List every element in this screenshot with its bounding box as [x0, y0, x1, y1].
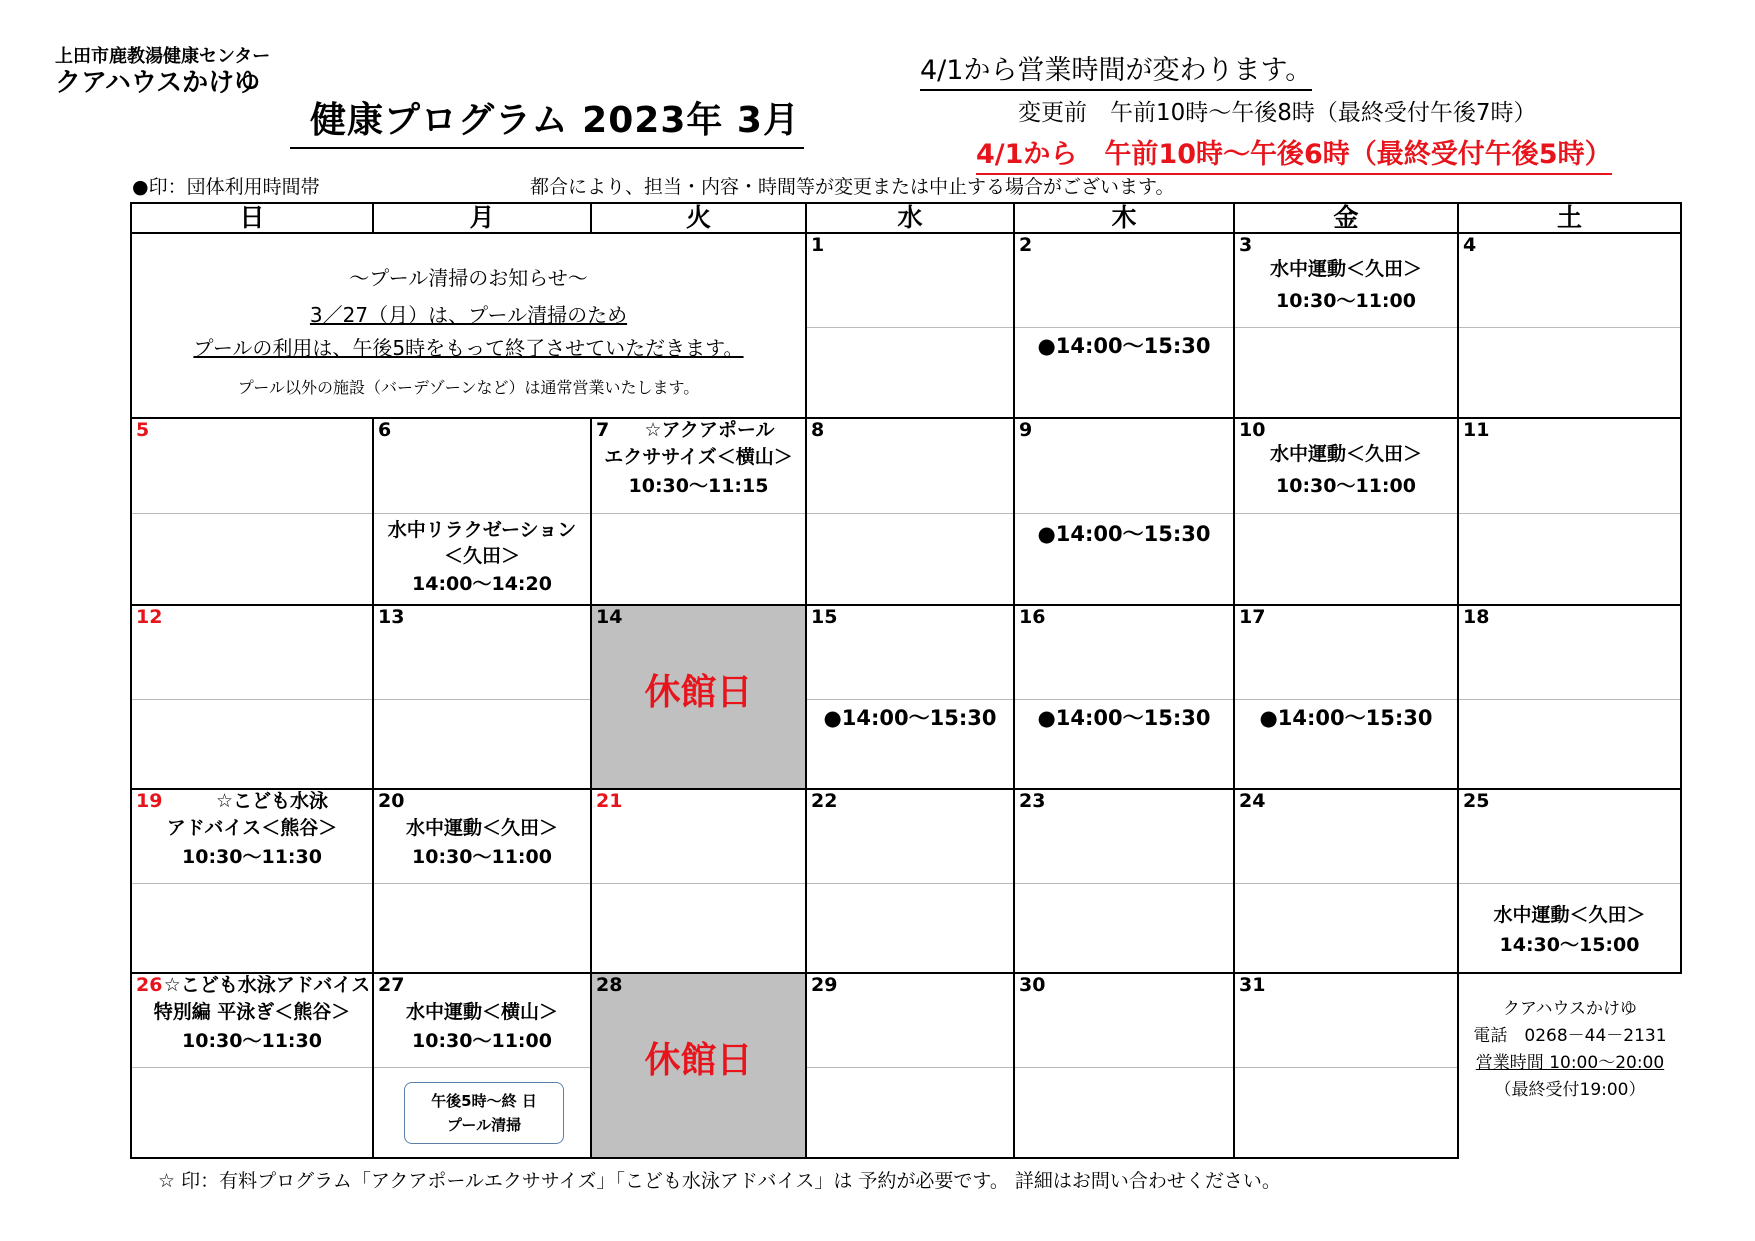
- day-number: 23: [1019, 790, 1046, 812]
- weekday-sat: 土: [1458, 203, 1681, 233]
- day-cell: [806, 233, 1014, 418]
- day-cell: [1458, 418, 1681, 605]
- event-instructor: アドバイス＜熊谷＞: [166, 817, 338, 839]
- pool-cleaning-time: 午後5時～終 日: [431, 1092, 537, 1110]
- event-instructor: ＜久田＞: [443, 545, 520, 567]
- event-time: 10:30～11:15: [628, 475, 769, 497]
- event-title: 水中運動＜久田＞: [1269, 443, 1422, 465]
- weekday-tue: 火: [591, 203, 806, 233]
- closed-day-cell: [591, 605, 806, 789]
- closed-label: 休館日: [644, 672, 753, 713]
- event-title: 水中運動＜横山＞: [405, 1001, 558, 1023]
- weekday-mon: 月: [373, 203, 591, 233]
- pool-notice-line1: 3／27（月）は、プール清掃のため: [309, 303, 628, 327]
- week-row: [131, 973, 1681, 1158]
- day-cell: [1458, 789, 1681, 973]
- org-name: クアハウスかけゆ: [55, 68, 261, 98]
- closed-day-cell: [591, 973, 806, 1158]
- info-name: クアハウスかけゆ: [1502, 999, 1638, 1019]
- day-cell: [591, 789, 806, 973]
- event-time: 10:30～11:30: [182, 1030, 322, 1052]
- day-cell: [131, 973, 373, 1158]
- day-number: 20: [378, 790, 405, 812]
- day-number: 9: [1019, 419, 1033, 441]
- day-number: 16: [1019, 606, 1046, 628]
- day-cell: [806, 789, 1014, 973]
- event-time: 10:30～11:00: [412, 1030, 552, 1052]
- day-number: 3: [1239, 234, 1253, 256]
- event-title: ☆こども水泳アドバイス: [163, 974, 371, 996]
- day-cell: [1234, 789, 1458, 973]
- day-cell: [1014, 973, 1234, 1158]
- day-number: 19: [136, 790, 163, 812]
- day-number: 14: [596, 606, 623, 628]
- footnote: ☆ 印：有料プログラム「アクアポールエクササイズ」「こども水泳アドバイス」は 予約が必要です。 詳細はお問い合わせください。: [158, 1170, 1281, 1192]
- event-title: 水中運動＜久田＞: [1269, 258, 1422, 280]
- day-number: 7: [596, 419, 610, 441]
- pool-cleaning-box: [404, 1082, 564, 1144]
- weekday-fri: 金: [1234, 203, 1458, 233]
- day-number: 12: [136, 606, 163, 628]
- week-row: [131, 605, 1681, 789]
- event-title: ☆アクアポール: [644, 419, 775, 441]
- group-time: ●14:00～15:30: [1259, 706, 1433, 730]
- week-row: [131, 789, 1681, 973]
- event-title: ☆こども水泳: [215, 790, 329, 812]
- day-number: 4: [1463, 234, 1477, 256]
- day-cell: [1014, 605, 1234, 789]
- weekday-sun: 日: [131, 203, 373, 233]
- pool-cleaning-label: プール清掃: [446, 1116, 522, 1134]
- event-title: 水中運動＜久田＞: [405, 817, 558, 839]
- day-cell: [131, 789, 373, 973]
- pool-notice-title: ～プール清掃のお知らせ～: [349, 266, 588, 290]
- day-cell: [806, 973, 1014, 1158]
- day-cell: [1014, 233, 1234, 418]
- day-cell: [1014, 789, 1234, 973]
- info-hours: 営業時間 10:00～20:00: [1475, 1053, 1665, 1073]
- pool-notice-line3: プール以外の施設（バーデゾーンなど）は通常営業いたします。: [237, 378, 700, 397]
- day-cell: [591, 418, 806, 605]
- change-caveat: 都合により、担当・内容・時間等が変更または中止する場合がございます。: [530, 176, 1175, 198]
- info-last-entry: （最終受付19:00）: [1494, 1080, 1646, 1100]
- week-row: [131, 233, 1681, 418]
- day-number: 28: [596, 974, 623, 996]
- weekday-wed: 水: [806, 203, 1014, 233]
- day-number: 18: [1463, 606, 1490, 628]
- day-number: 26: [136, 974, 163, 996]
- page-title: 健康プログラム 2023年 3月: [290, 92, 804, 149]
- day-number: 22: [811, 790, 838, 812]
- day-cell: [373, 789, 591, 973]
- event-title: 水中運動＜久田＞: [1493, 904, 1646, 926]
- group-time: ●14:00～15:30: [1037, 706, 1211, 730]
- day-cell: [373, 605, 591, 789]
- day-cell: [1234, 973, 1458, 1158]
- event-subtitle: 特別編 平泳ぎ＜熊谷＞: [153, 1001, 351, 1023]
- day-cell: [131, 418, 373, 605]
- weekday-header: [131, 203, 1681, 233]
- day-number: 1: [811, 234, 825, 256]
- event-instructor: エクササイズ＜横山＞: [604, 446, 793, 468]
- pool-notice: [132, 234, 805, 398]
- event-title: 水中リラクゼーション: [387, 519, 577, 541]
- day-number: 8: [811, 419, 825, 441]
- week-row: [131, 418, 1681, 605]
- day-number: 29: [811, 974, 838, 996]
- event-time: 10:30～11:30: [182, 846, 322, 868]
- day-cell: [1458, 605, 1681, 789]
- day-number: 13: [378, 606, 405, 628]
- pool-notice-line2: プールの利用は、午後5時をもって終了させていただきます。: [193, 336, 744, 360]
- hours-before: 変更前 午前10時～午後8時（最終受付午後7時）: [1018, 100, 1537, 126]
- weekday-thu: 木: [1014, 203, 1234, 233]
- day-number: 17: [1239, 606, 1266, 628]
- calendar-table: [130, 202, 1682, 1159]
- day-number: 30: [1019, 974, 1046, 996]
- day-cell: [131, 605, 373, 789]
- day-number: 25: [1463, 790, 1490, 812]
- day-cell: [1234, 418, 1458, 605]
- event-time: 14:00～14:20: [412, 573, 552, 595]
- day-cell: [806, 418, 1014, 605]
- event-time: 10:30～11:00: [1276, 475, 1416, 497]
- day-number: 24: [1239, 790, 1266, 812]
- group-time: ●14:00～15:30: [1037, 522, 1211, 546]
- closed-label: 休館日: [644, 1040, 753, 1081]
- day-number: 11: [1463, 419, 1490, 441]
- day-cell: [373, 418, 591, 605]
- day-number: 10: [1239, 419, 1266, 441]
- day-number: 15: [811, 606, 838, 628]
- day-cell: [1234, 605, 1458, 789]
- day-number: 6: [378, 419, 392, 441]
- info-phone: 電話 0268－44－2131: [1473, 1026, 1667, 1046]
- day-number: 31: [1239, 974, 1266, 996]
- day-number: 2: [1019, 234, 1033, 256]
- day-number: 21: [596, 790, 623, 812]
- group-time: ●14:00～15:30: [1037, 334, 1211, 358]
- hours-change-notice: 4/1から営業時間が変わります。: [920, 48, 1312, 91]
- group-time: ●14:00～15:30: [823, 706, 997, 730]
- event-time: 14:30～15:00: [1499, 934, 1640, 956]
- day-cell: [806, 605, 1014, 789]
- event-time: 10:30～11:00: [1276, 290, 1416, 312]
- org-subtitle: 上田市鹿教湯健康センター: [55, 46, 271, 67]
- day-number: 27: [378, 974, 405, 996]
- event-time: 10:30～11:00: [412, 846, 552, 868]
- day-cell: [1458, 233, 1681, 418]
- day-number: 5: [136, 419, 150, 441]
- day-cell: [1014, 418, 1234, 605]
- day-cell: [373, 973, 591, 1158]
- info-box: [1459, 996, 1681, 1104]
- hours-after: 4/1から 午前10時～午後6時（最終受付午後5時）: [976, 132, 1612, 175]
- info-cell: [1458, 973, 1681, 1158]
- day-cell: [1234, 233, 1458, 418]
- legend-group-time: ●印：団体利用時間帯: [132, 176, 320, 198]
- pool-notice-cell: [131, 233, 806, 418]
